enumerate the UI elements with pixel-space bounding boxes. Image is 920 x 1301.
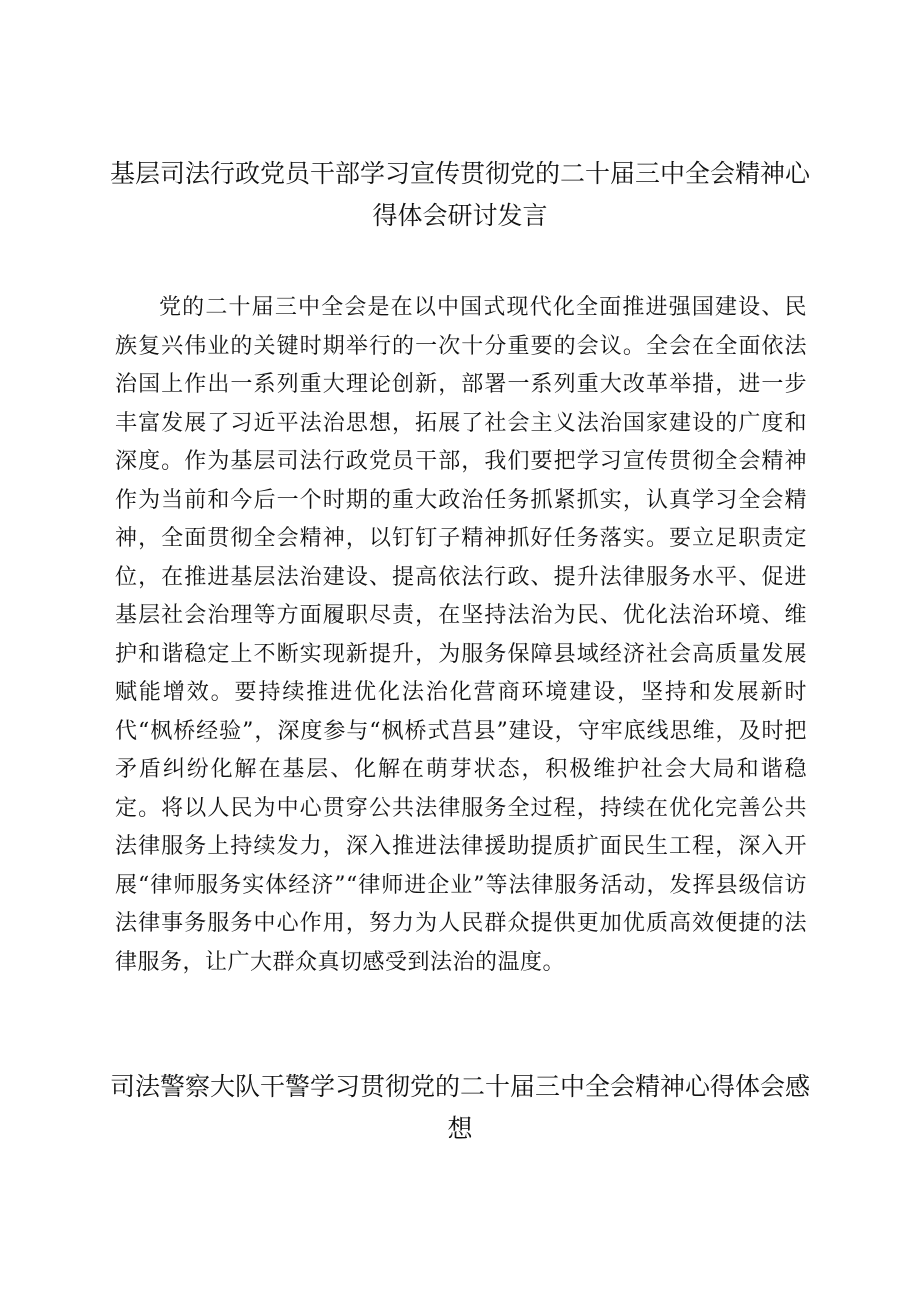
document-title: 基层司法行政党员干部学习宣传贯彻党的二十届三中全会精神心得体会研讨发言 [109, 159, 810, 230]
second-article-title: 司法警察大队干警学习贯彻党的二十届三中全会精神心得体会感想 [109, 1072, 810, 1143]
body-paragraph: 党的二十届三中全会是在以中国式现代化全面推进强国建设、民族复兴伟业的关键时期举行的一次十分重要的会议。全会在全面依法治国上作出一系列重大理论创新，部署一系列重大改革举措，进一步丰富发展了习近平法治思想，拓展了社会主义法治国家建设的广度和深度。作为基层司法行政党员干部，我们要把学习宣传贯彻全会精神作为当前和今后一个时期的重大政治任务抓紧抓实，认真学习全会精神，全面贯彻全会精神，以钉钉子精神抓好任务落实。要立足职责定位，在推进基层法治建设、提高依法行政、提升法律服务水平、促进基层社会治理等方面履职尽责，在坚持法治为民、优化法治环境、维护和谐稳定上不断实现新提升，为服务保障县域经济社会高质量发展赋能增效。要持续推进优化法治化营商环境建设，坚持和发展新时代“枫桥经验”，深度参与“枫桥式莒县”建设，守牢底线思维，及时把矛盾纠纷化解在基层、化解在萌芽状态，积极维护社会大局和谐稳定。将以人民为中心贯穿公共法律服务全过程，持续在优化完善公共法律服务上持续发力，深入推进法律援助提质扩面民生工程，深入开展“律师服务实体经济”“律师进企业”等法律服务活动，发挥县级信访法律事务服务中心作用，努力为人民群众提供更加优质高效便捷的法律服务，让广大群众真切感受到法治的温度。 [115, 295, 807, 975]
